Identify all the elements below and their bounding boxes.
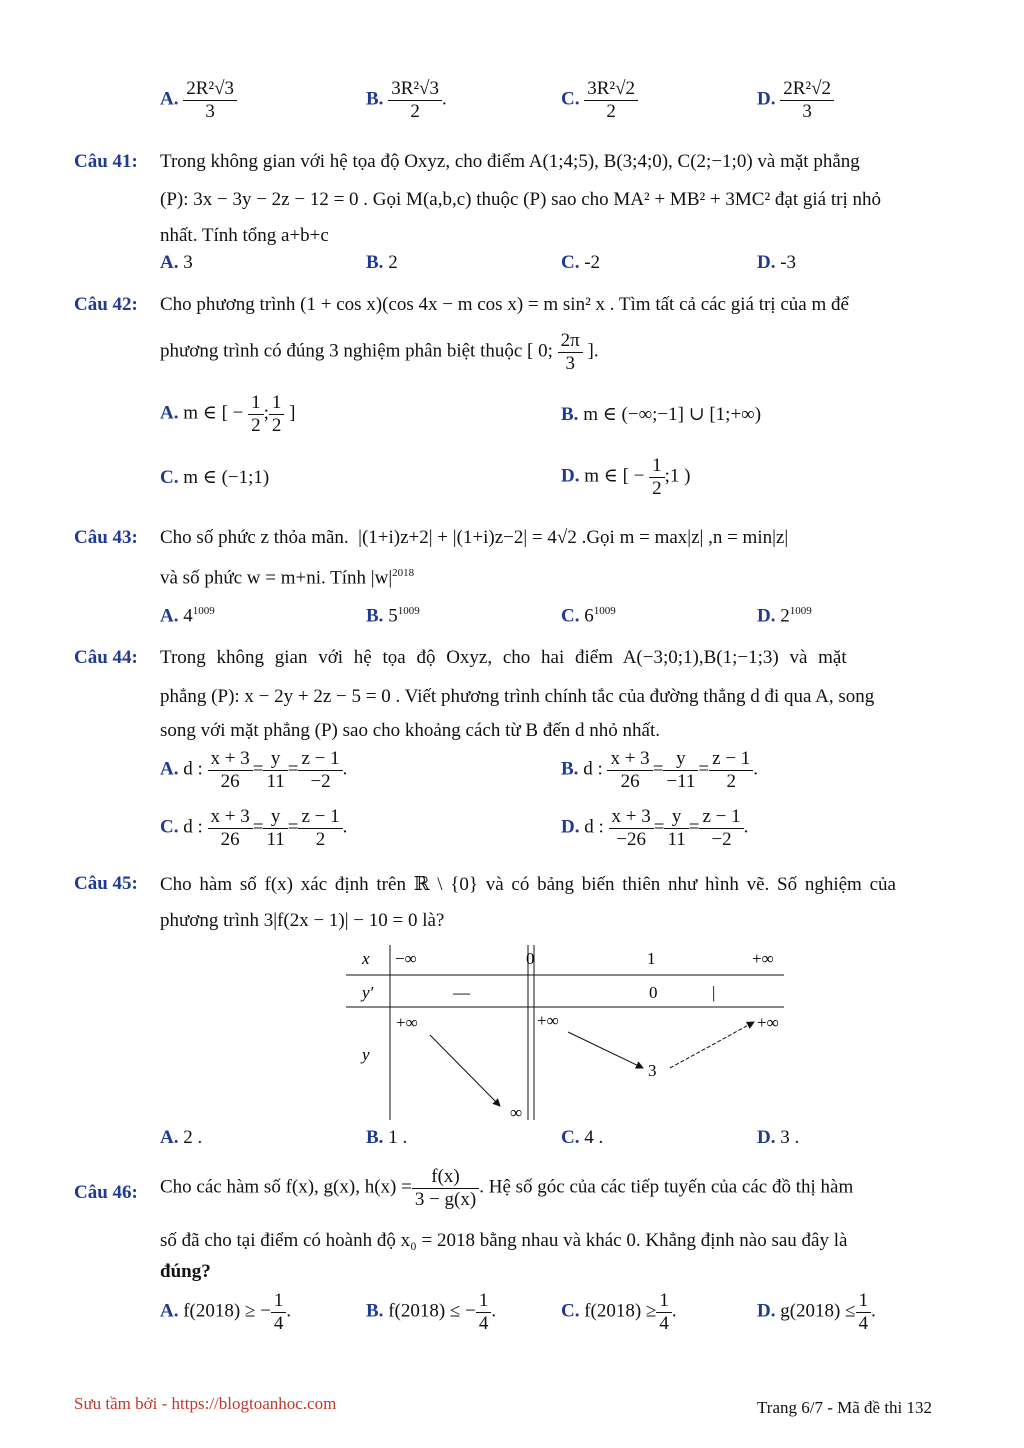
question-46-option-c: C. f(2018) ≥ $\frac{1}{4}$ . xyxy=(561,1290,677,1334)
question-43-label: Câu 43: xyxy=(74,527,138,548)
question-44-line3: song với mặt phẳng (P) sao cho khoảng cách từ B đến d nhỏ nhất. xyxy=(160,720,661,741)
table-y-label: y xyxy=(362,1045,370,1064)
prev-option-d: D. $\frac{\text{2R²√2}}{3}$ xyxy=(757,78,834,123)
question-43-option-a: A. $4^{1009}$ xyxy=(160,605,215,627)
variation-table xyxy=(340,940,790,1125)
prev-option-a: A. $\frac{\text{2R²√3}}{3}$ xyxy=(160,78,237,123)
question-42-label: Câu 42: xyxy=(74,294,138,315)
table-yprime-val: | xyxy=(712,983,716,1002)
frac-num: 2R²√2 xyxy=(780,78,834,101)
question-41-option-b: B. 2 xyxy=(366,252,398,273)
question-45-option-b: B. 1 . xyxy=(366,1127,408,1148)
frac-den: 3 xyxy=(205,100,215,122)
question-42-option-b: B. m ∈ (−∞;−1] ∪ [1;+∞) xyxy=(561,404,762,425)
table-yprime-val: 0 xyxy=(649,983,658,1002)
frac-den: 2 xyxy=(606,100,616,122)
frac-num: 3R²√2 xyxy=(584,78,638,101)
question-42-option-d: D. m ∈ [ − $\frac{1}{2}$ ;1 ) xyxy=(561,455,691,499)
question-41-option-d: D. -3 xyxy=(757,252,797,273)
question-41-line1: Trong không gian với hệ tọa độ Oxyz, cho điểm A(1;4;5), B(3;4;0), C(2;−1;0) và mặt phẳng xyxy=(160,151,860,172)
question-41-option-a: A. 3 xyxy=(160,252,193,273)
question-42-line2: phương trình có đúng 3 nghiệm phân biệt thuộc [ 0; $\frac{2\pi}{3}$ ]. xyxy=(160,330,599,374)
table-arrow-down-1 xyxy=(430,1035,500,1106)
frac-den: 3 xyxy=(802,100,812,122)
table-x-val: −∞ xyxy=(395,949,417,968)
table-y-val: +∞ xyxy=(537,1011,559,1030)
question-42-line1: Cho phương trình (1 + cos x)(cos 4x − m cos x) = m sin² x . Tìm tất cả các giá trị của m để xyxy=(160,294,849,315)
question-42-option-c: C. m ∈ (−1;1) xyxy=(160,467,270,488)
frac-num: 3R²√3 xyxy=(388,78,442,101)
question-45-line2: phương trình 3|f(2x − 1)| − 10 = 0 là? xyxy=(160,910,445,931)
table-y-val: +∞ xyxy=(396,1013,418,1032)
question-42-option-a: A. m ∈ [ − $\frac{1}{2}$ ; $\frac{1}{2}$ ] xyxy=(160,392,296,436)
question-45-option-d: D. 3 . xyxy=(757,1127,800,1148)
question-43-option-d: D. $2^{1009}$ xyxy=(757,605,812,627)
table-arrow-up xyxy=(670,1022,754,1068)
question-44-line1: Trong không gian với hệ tọa độ Oxyz, cho hai điểm A(−3;0;1),B(1;−1;3) và mặt xyxy=(160,647,847,668)
question-41-option-c: C. -2 xyxy=(561,252,601,273)
question-44-option-c: C. d : $\frac{x + 3}{26}$ = $\frac{y}{11}$ = $\frac{z - 1}{2}$ . xyxy=(160,806,348,850)
table-x-val: 0 xyxy=(526,949,535,968)
footer-source-link[interactable]: Sưu tầm bởi - https://blogtoanhoc.com xyxy=(74,1394,337,1413)
frac-den: 2 xyxy=(410,100,420,122)
question-46-line1: Cho các hàm số f(x), g(x), h(x) = $\frac{f(x)}{3 - g(x)}$ . Hệ số góc của các tiếp tuyến của các đồ thị hàm xyxy=(160,1166,854,1210)
question-46-label: Câu 46: xyxy=(74,1182,138,1203)
question-41-line3: nhất. Tính tổng a+b+c xyxy=(160,225,329,246)
question-45-label: Câu 45: xyxy=(74,873,138,894)
table-yprime-label: y′ xyxy=(362,983,374,1002)
prev-option-c: C. $\frac{\text{3R²√2}}{2}$ xyxy=(561,78,638,123)
table-y-val: +∞ xyxy=(757,1013,779,1032)
table-x-val: +∞ xyxy=(752,949,774,968)
prev-option-b: B. $\frac{\text{3R²√3}}{2}$ . xyxy=(366,78,447,122)
question-45-line1: Cho hàm số f(x) xác định trên ℝ \ {0} và có bảng biến thiên như hình vẽ. Số nghiệm của xyxy=(160,874,896,895)
table-x-val: 1 xyxy=(647,949,656,968)
question-45-option-a: A. 2 . xyxy=(160,1127,203,1148)
question-43-option-b: B. $5^{1009}$ xyxy=(366,605,420,627)
question-45-option-c: C. 4 . xyxy=(561,1127,604,1148)
question-44-label: Câu 44: xyxy=(74,647,138,668)
question-46-option-b: B. f(2018) ≤ − $\frac{1}{4}$ . xyxy=(366,1290,497,1334)
question-44-line2: phẳng (P): x − 2y + 2z − 5 = 0 . Viết phương trình chính tắc của đường thẳng d đi qua A, song xyxy=(160,686,875,707)
question-41-label: Câu 41: xyxy=(74,151,138,172)
question-46-option-a: A. f(2018) ≥ − $\frac{1}{4}$ . xyxy=(160,1290,292,1334)
question-43-line1: Cho số phức z thỏa mãn. |(1+i)z+2| + |(1+i)z−2| = 4√2 .Gọi m = max|z| ,n = min|z| xyxy=(160,527,789,548)
question-46-option-d: D. g(2018) ≤ $\frac{1}{4}$ . xyxy=(757,1290,876,1334)
question-46-line2: số đã cho tại điểm có hoành độ x₀ = 2018 bằng nhau và khác 0. Khẳng định nào sau đây là xyxy=(160,1230,848,1251)
table-y-val: ∞ xyxy=(510,1103,523,1122)
table-x-label: x xyxy=(362,949,370,968)
frac-num: 2R²√3 xyxy=(183,78,237,101)
question-41-line2: (P): 3x − 3y − 2z − 12 = 0 . Gọi M(a,b,c) thuộc (P) sao cho MA² + MB² + 3MC² đạt giá trị nhỏ xyxy=(160,189,881,210)
table-arrow-down-2 xyxy=(568,1032,643,1068)
question-43-line2: và số phức w = m+ni. Tính $|w|^{2018}$ xyxy=(160,567,415,589)
footer-page-number: Trang 6/7 - Mã đề thi 132 xyxy=(757,1398,933,1417)
table-yprime-val: — xyxy=(453,983,470,1002)
question-44-option-d: D. d : $\frac{x + 3}{-26}$ = $\frac{y}{11}$ = $\frac{z - 1}{-2}$ . xyxy=(561,806,749,850)
question-44-option-b: B. d : $\frac{x + 3}{26}$ = $\frac{y}{-11}$ = $\frac{z - 1}{2}$ . xyxy=(561,748,759,792)
table-y-val: 3 xyxy=(648,1061,657,1080)
question-46-line3: đúng? xyxy=(160,1261,211,1282)
question-43-option-c: C. $6^{1009}$ xyxy=(561,605,616,627)
question-44-option-a: A. d : $\frac{x + 3}{26}$ = $\frac{y}{11}$ = $\frac{z - 1}{-2}$ . xyxy=(160,748,348,792)
